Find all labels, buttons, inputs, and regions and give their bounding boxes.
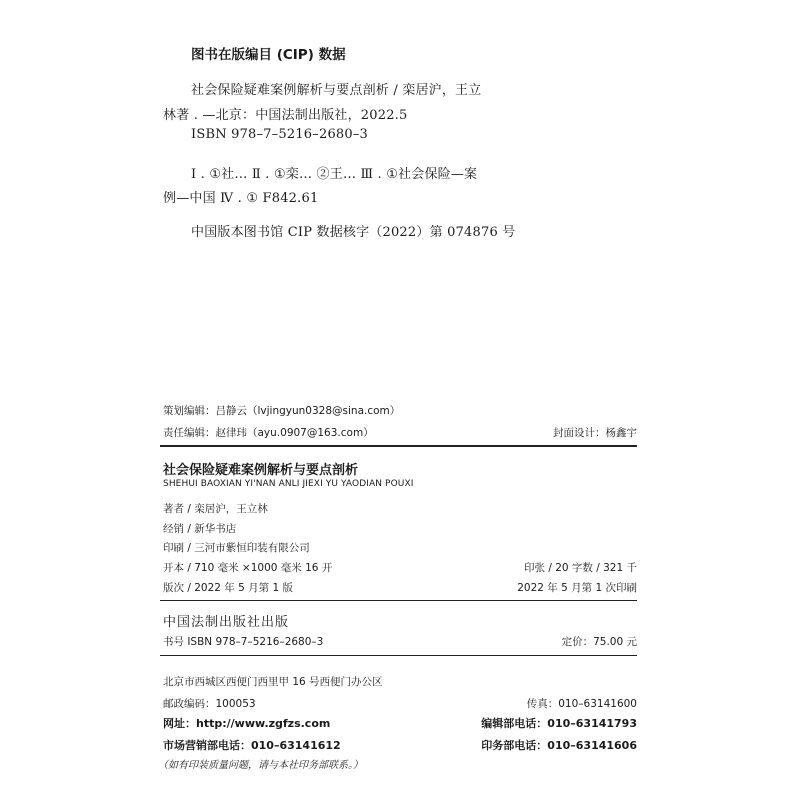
publisher-name: 中国法制出版社出版 xyxy=(163,615,290,630)
quality-note: （如有印装质量问题，请与本社印务部联系。） xyxy=(158,760,363,771)
publisher-isbn: 书号 ISBN 978–7–5216–2680–3 xyxy=(163,636,324,648)
book-price: 定价：75.00 元 xyxy=(561,636,637,648)
book-authors: 著者 / 栾居沪，王立林 xyxy=(163,503,268,515)
divider-middle xyxy=(160,600,637,601)
book-sheets: 印张 / 20 字数 / 321 千 xyxy=(523,562,637,574)
postcode: 邮政编码：100053 xyxy=(163,698,256,710)
book-printer: 印刷 / 三河市紫恒印装有限公司 xyxy=(163,542,310,554)
book-distributor: 经销 / 新华书店 xyxy=(163,523,237,535)
divider-top xyxy=(160,445,637,447)
book-printing: 2022 年 5 月第 1 次印刷 xyxy=(517,582,637,594)
book-format: 开本 / 710 毫米 ×1000 毫米 16 开 xyxy=(163,562,333,574)
publisher-address: 北京市西城区西便门西里甲 16 号西便门办公区 xyxy=(163,676,383,688)
editorial-phone: 编辑部电话：010–63141793 xyxy=(481,717,637,730)
cip-record-number: 中国版本图书馆 CIP 数据核字（2022）第 074876 号 xyxy=(191,225,516,240)
cip-classification-2: 例—中国 Ⅳ . ① F842.61 xyxy=(163,191,319,206)
fax-number: 传真：010–63141600 xyxy=(526,698,637,710)
print-dept-phone: 印务部电话：010–63141606 xyxy=(481,739,637,752)
marketing-phone: 市场营销部电话：010–63141612 xyxy=(163,739,341,752)
book-pinyin: SHEHUI BAOXIAN YI'NAN ANLI JIEXI YU YAODIAN POUXI xyxy=(163,479,414,489)
cover-designer: 封面设计：杨鑫宇 xyxy=(553,427,637,439)
planning-editor: 策划编辑：吕静云（lvjingyun0328@sina.com） xyxy=(163,405,401,417)
website: 网址：http://www.zgfzs.com xyxy=(163,717,331,730)
responsible-editor: 责任编辑：赵律玮（ayu.0907@163.com） xyxy=(163,427,374,439)
divider-bottom xyxy=(160,655,637,656)
cip-isbn: ISBN 978–7–5216–2680–3 xyxy=(191,127,369,142)
book-edition: 版次 / 2022 年 5 月第 1 版 xyxy=(163,582,293,594)
cip-heading: 图书在版编目 (CIP) 数据 xyxy=(191,47,346,63)
cip-line-1: 社会保险疑难案例解析与要点剖析 / 栾居沪，王立 xyxy=(191,83,482,98)
cip-classification-1: Ⅰ . ①社… Ⅱ . ①栾… ②王… Ⅲ . ①社会保险—案 xyxy=(191,167,478,182)
book-title: 社会保险疑难案例解析与要点剖析 xyxy=(163,463,359,478)
cip-line-2: 林著 . —北京：中国法制出版社，2022.5 xyxy=(163,108,408,123)
